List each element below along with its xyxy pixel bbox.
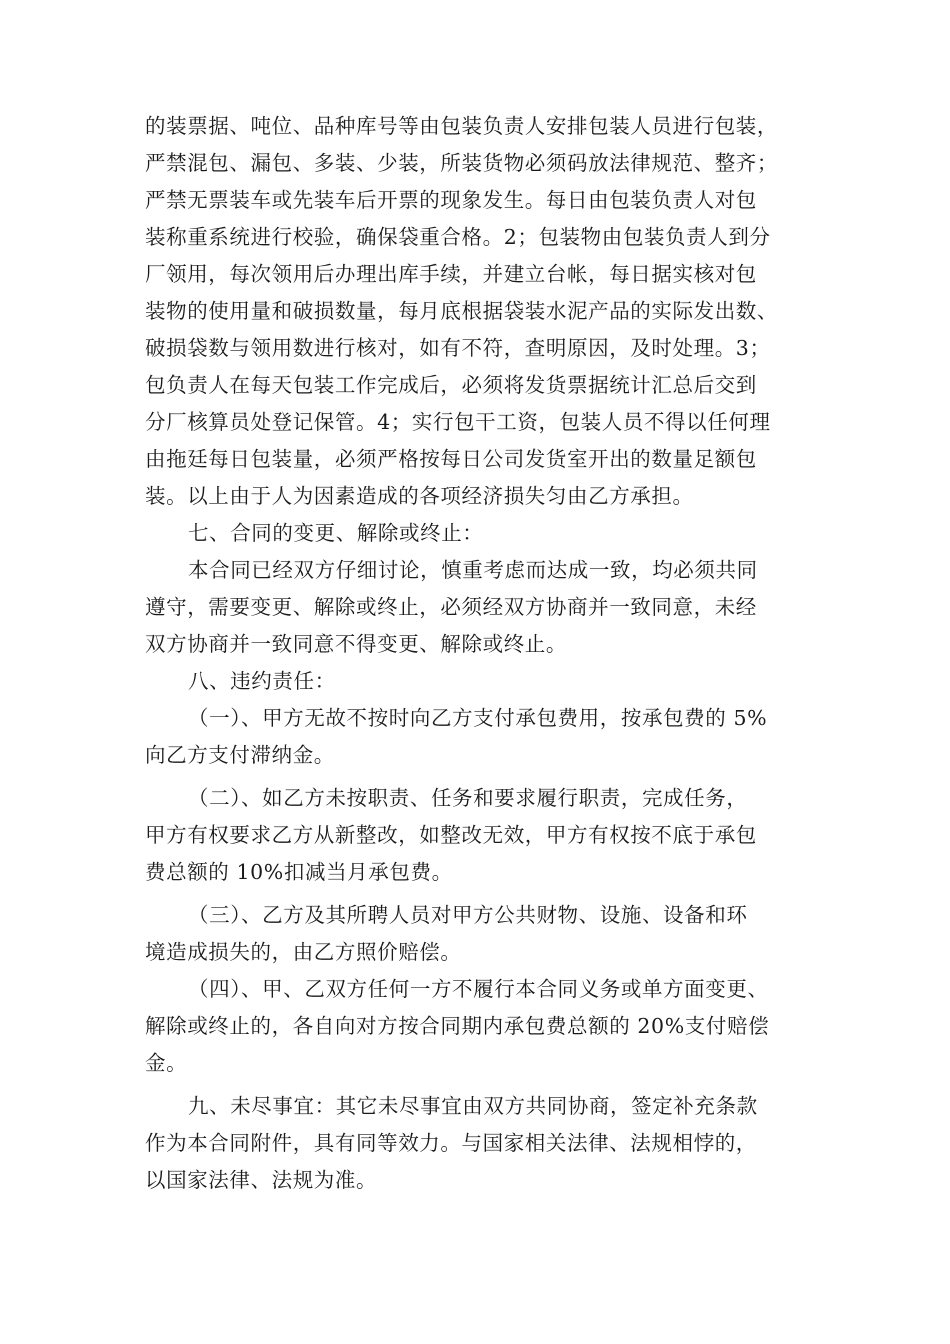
- text-line: 向乙方支付滞纳金。: [145, 743, 335, 767]
- section-9: [145, 1088, 813, 1199]
- document-body: [145, 108, 813, 1199]
- text-line: （四）、甲、乙双方任何一方不履行本合同义务或单方面变更、: [188, 977, 769, 1001]
- clause-8-4: [145, 971, 813, 1082]
- text-line: 甲方有权要求乙方从新整改，如整改无效，甲方有权按不底于承包: [145, 823, 757, 847]
- paragraph-contract-change: [145, 552, 813, 663]
- text-line: 由拖廷每日包装量，必须严格按每日公司发货室开出的数量足额包: [145, 447, 757, 471]
- text-line: 遵守，需要变更、解除或终止，必须经双方协商并一致同意，未经: [145, 595, 757, 619]
- text-line: 双方协商并一致同意不得变更、解除或终止。: [145, 632, 567, 656]
- text-line: 九、未尽事宜：其它未尽事宜由双方共同协商，签定补充条款: [188, 1094, 758, 1118]
- text-line: 解除或终止的，各自向对方按合同期内承包费总额的 20%支付赔偿: [145, 1014, 770, 1038]
- section-title: 八、违约责任：: [188, 669, 336, 693]
- text-line: 作为本合同附件，具有同等效力。与国家相关法律、法规相悖的，: [145, 1131, 757, 1155]
- text-line: 严禁混包、漏包、多装、少装，所装货物必须码放法律规范、整齐；: [145, 151, 778, 175]
- text-line: 费总额的 10%扣减当月承包费。: [145, 860, 453, 884]
- text-line: 装。以上由于人为因素造成的各项经济损失匀由乙方承担。: [145, 484, 694, 508]
- text-line: （二）、如乙方未按职责、任务和要求履行职责，完成任务，: [188, 786, 748, 810]
- text-line: 分厂核算员处登记保管。4；实行包干工资，包装人员不得以任何理: [145, 410, 771, 434]
- text-line: 装物的使用量和破损数量，每月底根据袋装水泥产品的实际发出数、: [145, 299, 778, 323]
- text-line: 严禁无票装车或先装车后开票的现象发生。每日由包装负责人对包: [145, 188, 757, 212]
- text-line: 破损袋数与领用数进行核对，如有不符，查明原因，及时处理。3；: [145, 336, 771, 360]
- text-line: 厂领用，每次领用后办理出库手续，并建立台帐，每日据实核对包: [145, 262, 757, 286]
- text-line: （一）、甲方无故不按时向乙方支付承包费用，按承包费的 5%: [188, 706, 768, 730]
- section-heading-8: [145, 663, 813, 700]
- text-line: 境造成损失的，由乙方照价赔偿。: [145, 940, 462, 964]
- text-line: 包负责人在每天包装工作完成后，必须将发货票据统计汇总后交到: [145, 373, 757, 397]
- section-heading-7: [145, 515, 813, 552]
- text-line: （三）、乙方及其所聘人员对甲方公共财物、设施、设备和环: [188, 903, 748, 927]
- text-line: 金。: [145, 1051, 188, 1075]
- clause-8-2: [145, 780, 813, 891]
- text-line: 本合同已经双方仔细讨论，慎重考虑而达成一致，均必须共同: [188, 558, 758, 582]
- text-line: 的装票据、吨位、品种库号等由包装负责人安排包装人员进行包装，: [145, 114, 778, 138]
- clause-8-3: [145, 897, 813, 971]
- section-title: 七、合同的变更、解除或终止：: [188, 521, 484, 545]
- text-line: 装称重系统进行校验，确保袋重合格。2；包装物由包装负责人到分: [145, 225, 771, 249]
- text-line: 以国家法律、法规为准。: [145, 1168, 378, 1192]
- clause-8-1: [145, 700, 813, 774]
- paragraph-packing-rules: [145, 108, 813, 515]
